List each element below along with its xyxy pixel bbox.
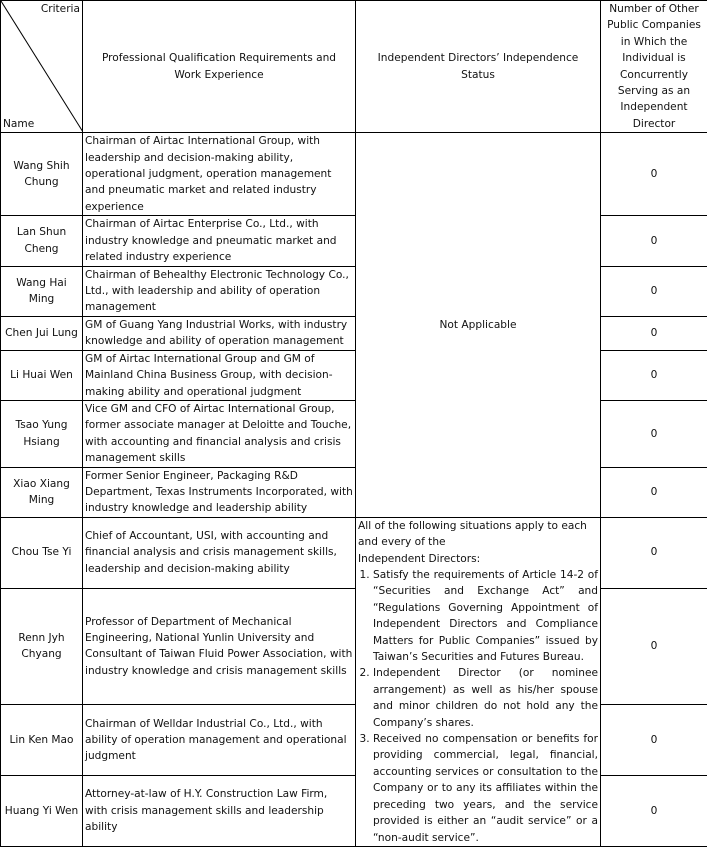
- other-companies-count: 0: [601, 350, 707, 400]
- table-row: [1, 467, 707, 517]
- director-name: Li Huai Wen: [1, 350, 83, 400]
- table-row: [1, 316, 707, 350]
- diagonal-divider-icon: [1, 1, 83, 132]
- director-name: Chen Jui Lung: [1, 316, 83, 350]
- corner-header-cell: [1, 1, 83, 133]
- independence-criteria-list: [358, 567, 598, 846]
- director-name: Wang Hai Ming: [1, 266, 83, 316]
- table-row: [1, 776, 707, 847]
- qualification-cell: Chairman of Behealthy Electronic Technology Co., Ltd., with leadership and ability of operation management: [83, 266, 356, 316]
- independence-criteria-cell: [356, 517, 601, 846]
- qualification-cell: Vice GM and CFO of Airtac International Group, former associate manager at Deloitte and Touche, with accounting and financial analysis and crisis management skills: [83, 400, 356, 467]
- other-companies-count: 0: [601, 517, 707, 588]
- qualification-cell: Chief of Accountant, USI, with accounting and financial analysis and crisis management skills, leadership and decision-making ability: [83, 517, 356, 588]
- qualification-cell: Chairman of Airtac Enterprise Co., Ltd., with industry knowledge and pneumatic market and related industry experience: [83, 216, 356, 266]
- director-name: Chou Tse Yi: [1, 517, 83, 588]
- table-row: [1, 705, 707, 776]
- name-label: Name: [3, 117, 34, 131]
- independence-criterion: 1. Satisfy the requirements of Article 14-2 of “Securities and Exchange Act” and “Regulations Governing Appointment of Independent Directors and Compliance Matters for Public Companies” issued by Taiwan’s Securities and Futures Bureau.: [373, 567, 598, 665]
- qualification-cell: Attorney-at-law of H.Y. Construction Law Firm, with crisis management skills and leadership ability: [83, 776, 356, 847]
- other-companies-header: Number of Other Public Companies in Which the Individual is Concurrently Serving as an Independent Director: [601, 1, 707, 133]
- other-companies-count: 0: [601, 266, 707, 316]
- director-name: Wang Shih Chung: [1, 133, 83, 216]
- director-name: Xiao Xiang Ming: [1, 467, 83, 517]
- other-companies-count: 0: [601, 705, 707, 776]
- qualification-cell: Chairman of Welldar Industrial Co., Ltd., with ability of operation management and operational judgment: [83, 705, 356, 776]
- table-row: [1, 400, 707, 467]
- director-name: Huang Yi Wen: [1, 776, 83, 847]
- qualification-cell: Former Senior Engineer, Packaging R&D Department, Texas Instruments Incorporated, with industry knowledge and leadership ability: [83, 467, 356, 517]
- other-companies-count: 0: [601, 400, 707, 467]
- qualification-cell: GM of Airtac International Group and GM of Mainland China Business Group, with decision-making ability and operational judgment: [83, 350, 356, 400]
- table-row: [1, 133, 707, 216]
- qualification-cell: Chairman of Airtac International Group, with leadership and decision-making ability, operational judgment, operation management and pneumatic market and related industry experience: [83, 133, 356, 216]
- criteria-label: Criteria: [41, 2, 80, 16]
- qualification-header: Professional Qualification Requirements and Work Experience: [83, 1, 356, 133]
- qualification-cell: Professor of Department of Mechanical Engineering, National Yunlin University and Consultant of Taiwan Fluid Power Association, with industry knowledge and crisis management skills: [83, 588, 356, 705]
- director-name: Tsao Yung Hsiang: [1, 400, 83, 467]
- table-row: [1, 350, 707, 400]
- table-row: [1, 266, 707, 316]
- independence-intro: All of the following situations apply to each and every of the: [358, 518, 598, 551]
- independence-criterion: 3. Received no compensation or benefits for providing commercial, legal, financial, accounting services or consultation to the Company or to any its affiliates within the preceding two years, and the service provided is either an “audit service” or a “non-audit service”.: [373, 731, 598, 846]
- other-companies-count: 0: [601, 467, 707, 517]
- other-companies-count: 0: [601, 216, 707, 266]
- independence-not-applicable: Not Applicable: [356, 133, 601, 518]
- other-companies-count: 0: [601, 316, 707, 350]
- table-row: [1, 588, 707, 705]
- independence-header: Independent Directors’ Independence Status: [356, 1, 601, 133]
- qualification-cell: GM of Guang Yang Industrial Works, with industry knowledge and ability of operation management: [83, 316, 356, 350]
- independence-criterion: 2. Independent Director (or nominee arrangement) as well as his/her spouse and minor children do not hold any the Company’s shares.: [373, 665, 598, 731]
- director-name: Lin Ken Mao: [1, 705, 83, 776]
- independence-intro-label: Independent Directors:: [358, 551, 598, 567]
- other-companies-count: 0: [601, 133, 707, 216]
- director-name: Lan Shun Cheng: [1, 216, 83, 266]
- director-name: Renn Jyh Chyang: [1, 588, 83, 705]
- table-row: [1, 517, 707, 588]
- header-row: [1, 1, 707, 133]
- table-row: [1, 216, 707, 266]
- other-companies-count: 0: [601, 776, 707, 847]
- other-companies-count: 0: [601, 588, 707, 705]
